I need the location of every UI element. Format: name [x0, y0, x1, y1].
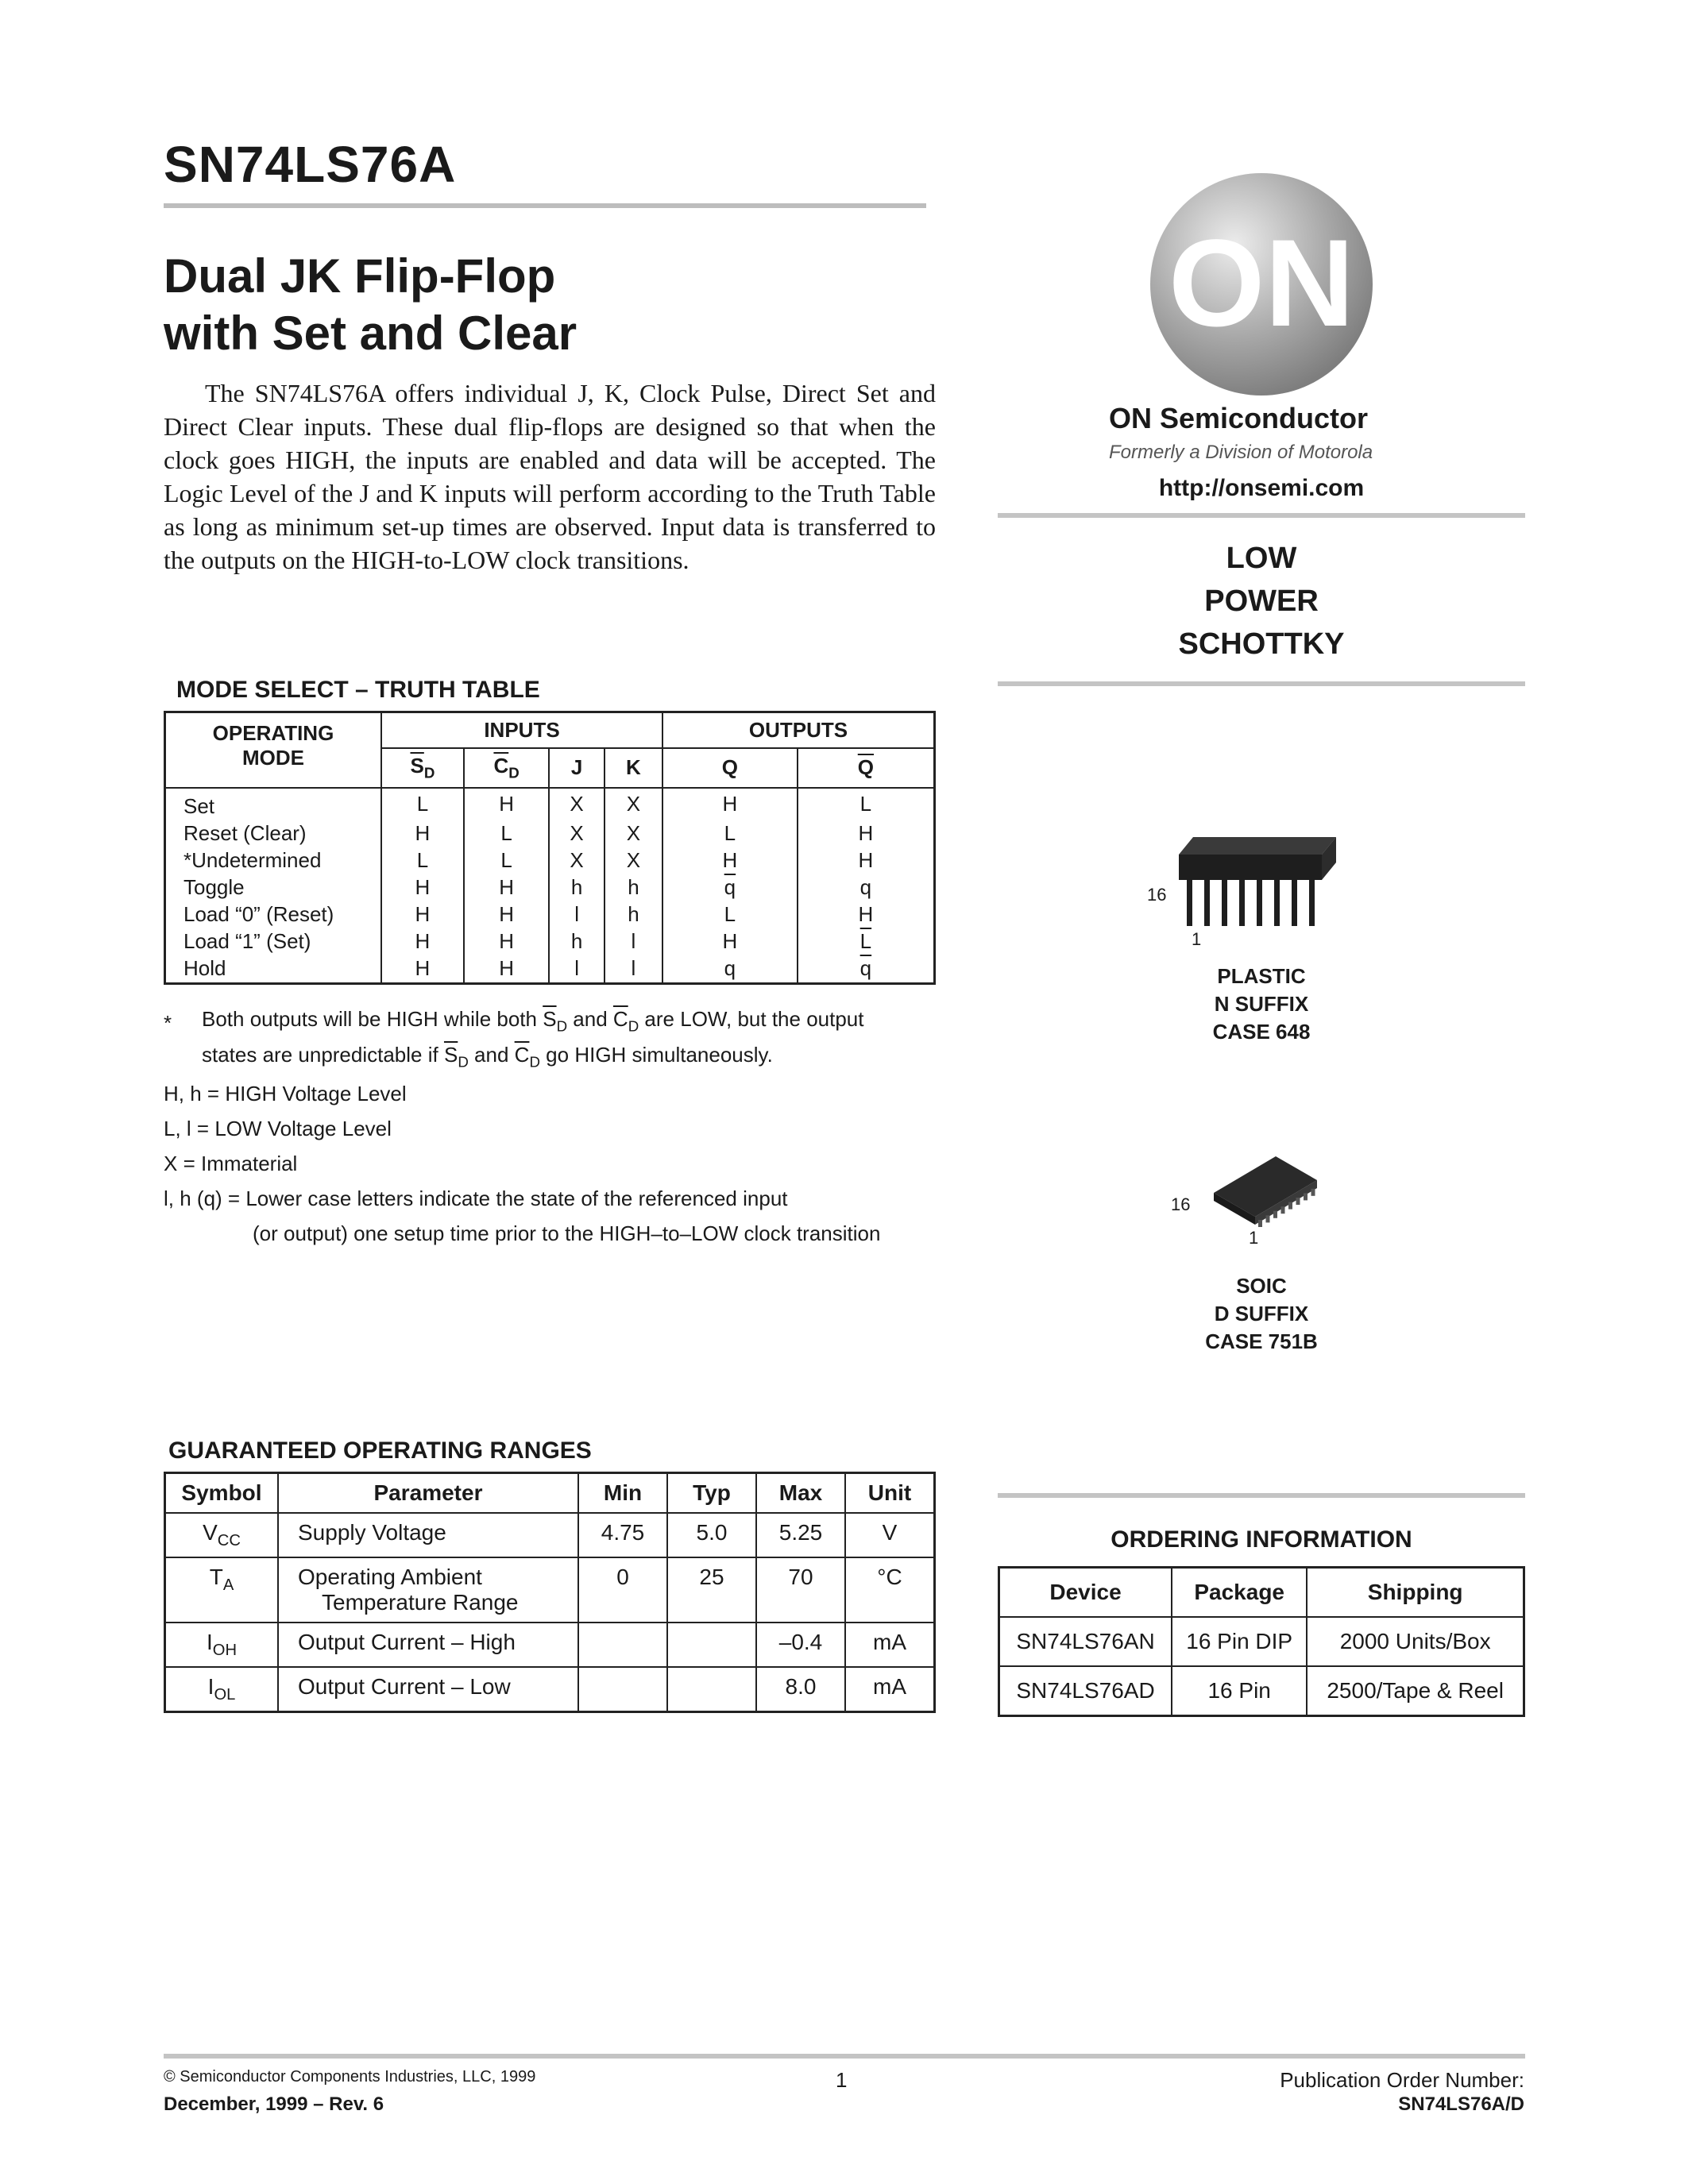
j-cell: X: [549, 820, 605, 847]
note-low: L, l = LOW Voltage Level: [164, 1117, 392, 1141]
ordering-heading: ORDERING INFORMATION: [1111, 1526, 1412, 1553]
table-row: [165, 1557, 935, 1623]
cd-cell: H: [464, 874, 550, 901]
sd-cell: H: [381, 901, 464, 928]
table-row: [165, 788, 935, 820]
j-header: J: [549, 748, 605, 788]
table-row: [165, 1667, 935, 1712]
min-cell: [578, 1623, 667, 1667]
j-cell: h: [549, 874, 605, 901]
qbar-cell: q: [798, 874, 935, 901]
publication-label: Publication Order Number:: [1280, 2068, 1524, 2092]
qbar-cell: H: [798, 901, 935, 928]
soic-package-icon: [1206, 1153, 1325, 1233]
table-row: [165, 1623, 935, 1667]
cd-header: $\overline{C}_D$: [464, 748, 550, 788]
q-cell: H: [662, 847, 798, 874]
typ-cell: [667, 1623, 756, 1667]
sd-cell: H: [381, 928, 464, 955]
min-cell: 0: [578, 1557, 667, 1623]
soic-pin: [1266, 1215, 1270, 1222]
sd-header: $\overline{S}_D$: [381, 748, 464, 788]
logic-family: LOW POWER SCHOTTKY: [1178, 542, 1345, 661]
right-divider-2: [998, 681, 1525, 686]
q-cell: q: [662, 955, 798, 984]
parameter-cell: Output Current – High: [278, 1623, 578, 1667]
soic-pin: [1273, 1211, 1277, 1218]
table-row: [165, 874, 935, 901]
sd-cell: H: [381, 874, 464, 901]
k-cell: l: [605, 928, 662, 955]
unit-cell: mA: [845, 1667, 935, 1712]
cd-cell: H: [464, 901, 550, 928]
logo-text: ON: [1168, 214, 1354, 353]
col-parameter: Parameter: [278, 1473, 578, 1514]
title-divider: [164, 203, 926, 208]
document-title: [164, 248, 577, 362]
cd-cell: H: [464, 955, 550, 984]
parameter-cell: Operating Ambient Temperature Range: [278, 1557, 578, 1623]
footer-divider: [164, 2054, 1525, 2059]
outputs-header: OUTPUTS: [662, 712, 935, 749]
unit-cell: V: [845, 1513, 935, 1557]
soic-pin: [1311, 1189, 1315, 1196]
sd-cell: H: [381, 955, 464, 984]
q-header: Q: [662, 748, 798, 788]
table-row: [165, 928, 935, 955]
on-semiconductor-logo: [1147, 170, 1376, 399]
q-cell: L: [662, 820, 798, 847]
note-lowercase: l, h (q) = Lower case letters indicate the state of the referenced input: [164, 1187, 788, 1211]
note-undetermined: * Both outputs will be HIGH while both $\overline{S}_D$ and $\overline{C}_D$ are LOW, but the output states are unpredictable if $\overline{S}_D$ and $\overline{C}_D$ go HIGH simultaneously.: [164, 1007, 864, 1071]
max-cell: 8.0: [756, 1667, 845, 1712]
publication-number: SN74LS76A/D: [1398, 2093, 1524, 2115]
cd-cell: L: [464, 847, 550, 874]
j-cell: h: [549, 928, 605, 955]
cd-cell: H: [464, 788, 550, 820]
operating-ranges-heading: GUARANTEED OPERATING RANGES: [168, 1437, 592, 1464]
brand-name: ON Semiconductor: [1109, 402, 1369, 434]
max-cell: –0.4: [756, 1623, 845, 1667]
page-number: 1: [836, 2068, 848, 2092]
title-line-2: with Set and Clear: [164, 307, 577, 360]
dip-package-icon: [1168, 823, 1342, 934]
unit-cell: mA: [845, 1623, 935, 1667]
dip-pin: [1257, 880, 1262, 926]
part-number-title: SN74LS76A: [164, 136, 457, 193]
table-row: [165, 955, 935, 984]
dip-pin: [1239, 880, 1245, 926]
symbol-cell: $V_{CC}$: [165, 1513, 279, 1557]
j-cell: X: [549, 788, 605, 820]
table-row: SN74LS76AN 16 Pin DIP 2000 Units/Box: [999, 1617, 1524, 1666]
website-link[interactable]: http://onsemi.com: [1158, 475, 1365, 501]
truth-table-heading: MODE SELECT – TRUTH TABLE: [176, 677, 540, 703]
cd-cell: L: [464, 820, 550, 847]
col-max: Max: [756, 1473, 845, 1514]
mode-cell: *Undetermined: [183, 848, 322, 873]
table-row: SN74LS76AD 16 Pin 2500/Tape & Reel: [999, 1666, 1524, 1716]
symbol-cell: $I_{OH}$: [165, 1623, 279, 1667]
dip-pin: [1187, 880, 1192, 926]
operating-ranges-table: [164, 1472, 936, 1713]
col-package: Package: [1172, 1568, 1307, 1618]
k-cell: X: [605, 820, 662, 847]
k-cell: l: [605, 955, 662, 984]
truth-table: [164, 711, 936, 985]
col-min: Min: [578, 1473, 667, 1514]
mode-cell: Load “0” (Reset): [183, 902, 334, 927]
intro-paragraph: The SN74LS76A offers individual J, K, Clock Pulse, Direct Set and Direct Clear inputs. These dual flip-flops are designed so that when the clock goes HIGH, the inputs are enabled and data will be accepted. The Logic Level of the J and K inputs will perform according to the Truth Table as long as minimum set-up times are observed. Input data is transferred to the outputs on the HIGH-to-LOW clock transitions.: [164, 379, 936, 574]
dip-pin: [1204, 880, 1210, 926]
brand-tagline: Formerly a Division of Motorola: [1109, 442, 1373, 463]
q-cell: H: [662, 928, 798, 955]
unit-cell: °C: [845, 1557, 935, 1623]
table-row: [165, 847, 935, 874]
qbar-cell: $\overline{L}$: [798, 928, 935, 955]
typ-cell: [667, 1667, 756, 1712]
dip-package-label: PLASTIC N SUFFIX CASE 648: [1212, 964, 1311, 1044]
revision-date: December, 1999 – Rev. 6: [164, 2093, 384, 2115]
col-shipping: Shipping: [1307, 1568, 1524, 1618]
dip-pin: [1309, 880, 1315, 926]
symbol-cell: $T_A$: [165, 1557, 279, 1623]
j-cell: X: [549, 847, 605, 874]
dip-pin-16: 16: [1147, 885, 1167, 905]
soic-pin: [1288, 1202, 1292, 1210]
qbar-cell: $\overline{q}$: [798, 955, 935, 984]
parameter-cell: Output Current – Low: [278, 1667, 578, 1712]
max-cell: 5.25: [756, 1513, 845, 1557]
dip-pin: [1274, 880, 1280, 926]
ordering-table: [998, 1566, 1525, 1717]
k-cell: X: [605, 847, 662, 874]
soic-pin: [1296, 1198, 1300, 1205]
col-symbol: Symbol: [165, 1473, 279, 1514]
dip-pin: [1292, 880, 1297, 926]
soic-pin: [1258, 1220, 1262, 1227]
soic-pin-1: 1: [1249, 1228, 1259, 1248]
j-cell: l: [549, 955, 605, 984]
typ-cell: 5.0: [667, 1513, 756, 1557]
mode-cell: Reset (Clear): [183, 821, 307, 846]
min-cell: 4.75: [578, 1513, 667, 1557]
k-cell: h: [605, 901, 662, 928]
q-cell: $\overline{q}$: [662, 874, 798, 901]
note-immaterial: X = Immaterial: [164, 1152, 298, 1176]
q-cell: L: [662, 901, 798, 928]
note-high: H, h = HIGH Voltage Level: [164, 1082, 407, 1106]
qbar-header: $\overline{Q}$: [798, 748, 935, 788]
cd-cell: H: [464, 928, 550, 955]
sd-cell: L: [381, 847, 464, 874]
col-device: Device: [999, 1568, 1172, 1618]
k-cell: h: [605, 874, 662, 901]
qbar-cell: L: [798, 788, 935, 820]
qbar-cell: H: [798, 847, 935, 874]
parameter-cell: Supply Voltage: [278, 1513, 578, 1557]
truth-table-notes: [164, 1005, 942, 1251]
title-line-1: Dual JK Flip-Flop: [164, 249, 556, 303]
copyright: © Semiconductor Components Industries, LLC, 1999: [164, 2068, 536, 2086]
qbar-cell: H: [798, 820, 935, 847]
soic-pin: [1304, 1193, 1308, 1200]
inputs-header: INPUTS: [381, 712, 662, 749]
j-cell: l: [549, 901, 605, 928]
soic-pin-16: 16: [1171, 1194, 1191, 1214]
col-unit: Unit: [845, 1473, 935, 1514]
note-lowercase-cont: (or output) one setup time prior to the HIGH–to–LOW clock transition: [253, 1221, 881, 1246]
max-cell: 70: [756, 1557, 845, 1623]
sd-cell: L: [381, 788, 464, 820]
table-row: [165, 820, 935, 847]
typ-cell: 25: [667, 1557, 756, 1623]
k-header: K: [605, 748, 662, 788]
mode-header: OPERATING MODE: [165, 712, 382, 788]
mode-cell: Set: [183, 794, 215, 819]
symbol-cell: $I_{OL}$: [165, 1667, 279, 1712]
mode-cell: Load “1” (Set): [183, 929, 311, 954]
right-divider-1: [998, 513, 1525, 518]
right-divider-3: [998, 1493, 1525, 1498]
k-cell: X: [605, 788, 662, 820]
q-cell: H: [662, 788, 798, 820]
mode-cell: Hold: [183, 956, 226, 981]
table-row: [165, 1513, 935, 1557]
col-typ: Typ: [667, 1473, 756, 1514]
soic-pin: [1281, 1206, 1285, 1214]
min-cell: [578, 1667, 667, 1712]
dip-pin-1: 1: [1192, 929, 1202, 949]
table-row: [165, 901, 935, 928]
dip-pin: [1222, 880, 1227, 926]
sd-cell: H: [381, 820, 464, 847]
soic-package-label: SOIC D SUFFIX CASE 751B: [1205, 1274, 1318, 1353]
mode-cell: Toggle: [183, 875, 245, 900]
